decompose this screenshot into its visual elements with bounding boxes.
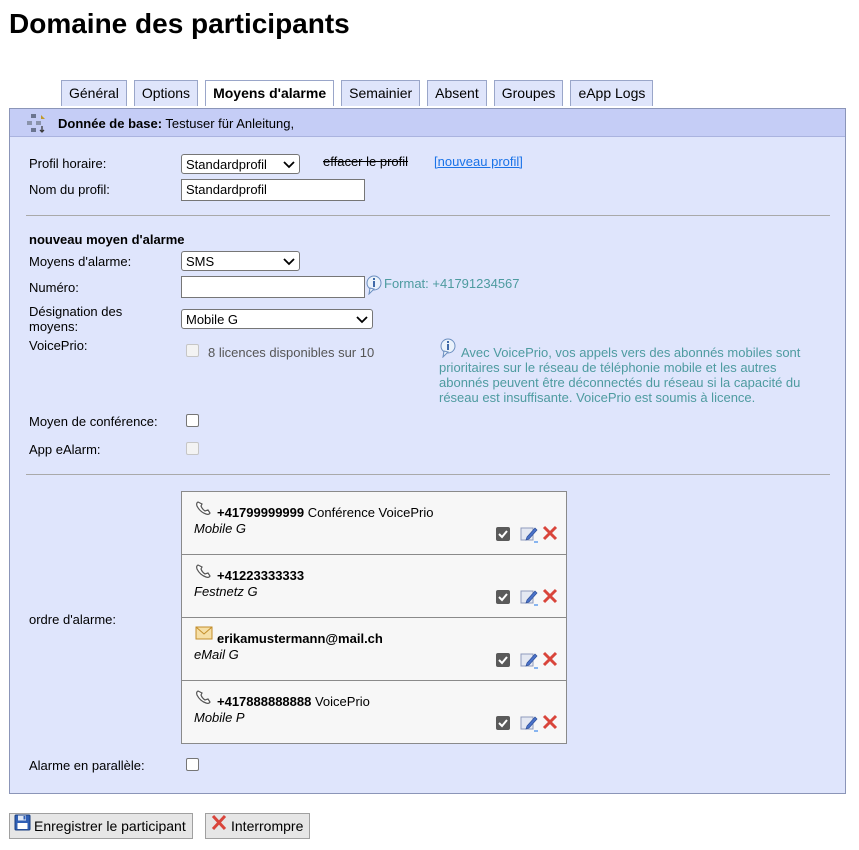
chevron-down-icon [283, 155, 295, 181]
active-checkbox[interactable] [496, 527, 510, 541]
edit-icon[interactable] [519, 651, 539, 672]
number-format-hint: Format: +41791234567 [384, 276, 520, 291]
list-item [181, 554, 567, 618]
page-title: Domaine des participants [9, 8, 350, 39]
delete-icon[interactable] [542, 588, 558, 607]
delete-icon[interactable] [542, 714, 558, 733]
new-alarm-section-title: nouveau moyen d'alarme [29, 232, 185, 247]
alarm-means-value: SMS [186, 254, 215, 269]
schedule-profile-select[interactable] [181, 154, 300, 174]
active-checkbox[interactable] [496, 716, 510, 730]
licences-text: 8 licences disponibles sur 10 [208, 345, 375, 360]
tab-absent[interactable]: Absent [427, 80, 487, 106]
parallel-alarm-label: Alarme en parallèle: [29, 758, 145, 773]
sort-tree-icon [24, 113, 46, 136]
parallel-alarm-checkbox[interactable] [186, 758, 199, 771]
designation-value: Mobile G [186, 312, 239, 327]
alarm-entry-extra: VoicePrio [311, 694, 370, 709]
voiceprio-checkbox[interactable] [186, 344, 199, 357]
designation-select[interactable] [181, 309, 373, 329]
alarm-entry-address: +417888888888 [217, 694, 312, 709]
base-data-label: Donnée de base: [58, 116, 163, 131]
phone-icon [195, 563, 213, 582]
schedule-profile-value: Standardprofil [186, 157, 267, 172]
tab-groups[interactable]: Groupes [494, 80, 564, 106]
floppy-disk-icon [14, 814, 31, 838]
app-ealarm-checkbox[interactable] [186, 442, 199, 455]
alarm-order-list [181, 491, 567, 744]
info-icon [366, 275, 384, 298]
base-data-text [58, 116, 294, 131]
number-field[interactable] [181, 276, 365, 298]
voiceprio-info-text: Avec VoicePrio, vos appels vers des abonnés mobiles sont prioritaires sur le réseau de téléphonie mobile et les autres abonnés peuvent être déconnectés du réseau si la capacité du réseau est insuffisante. VoicePrio est soumis à licence. [439, 345, 801, 405]
tab-eapp-logs[interactable]: eApp Logs [570, 80, 653, 106]
voiceprio-label: VoicePrio: [29, 338, 88, 353]
schedule-profile-label: Profil horaire: [29, 156, 107, 171]
tab-bar [61, 80, 653, 106]
active-checkbox[interactable] [496, 590, 510, 604]
number-label: Numéro: [29, 280, 79, 295]
phone-icon [195, 689, 213, 708]
designation-label: Désignation des moyens: [29, 304, 123, 334]
tab-weekly-planner[interactable]: Semainier [341, 80, 420, 106]
edit-icon[interactable] [519, 588, 539, 609]
base-data-header [10, 109, 845, 137]
alarm-entry-designation: Festnetz G [194, 584, 258, 599]
delete-icon[interactable] [542, 525, 558, 544]
divider [26, 215, 830, 216]
alarm-means-label: Moyens d'alarme: [29, 254, 132, 269]
divider [26, 474, 830, 475]
tab-alarm-means[interactable]: Moyens d'alarme [205, 80, 334, 106]
alarm-means-select[interactable] [181, 251, 300, 271]
alarm-entry-title [217, 568, 304, 583]
tab-general[interactable]: Général [61, 80, 127, 106]
close-icon [210, 814, 228, 838]
cancel-label: Interrompre [231, 818, 304, 834]
email-icon [195, 626, 213, 643]
list-item [181, 617, 567, 681]
alarm-entry-title [217, 694, 370, 709]
chevron-down-icon [283, 252, 295, 278]
save-participant-button[interactable] [9, 813, 193, 839]
active-checkbox[interactable] [496, 653, 510, 667]
cancel-button[interactable] [205, 813, 310, 839]
conference-label: Moyen de conférence: [29, 414, 158, 429]
list-item [181, 491, 567, 555]
edit-icon[interactable] [519, 525, 539, 546]
alarm-entry-address: erikamustermann@mail.ch [217, 631, 383, 646]
profile-name-value: Standardprofil [186, 182, 267, 197]
new-profile-link[interactable]: [nouveau profil] [434, 154, 523, 169]
app-ealarm-label: App eAlarm: [29, 442, 101, 457]
alarm-entry-address: +41799999999 [217, 505, 305, 520]
profile-name-field[interactable] [181, 179, 365, 201]
alarm-entry-title [217, 505, 433, 520]
delete-profile-link[interactable]: effacer le profil [323, 154, 409, 169]
conference-checkbox[interactable] [186, 414, 199, 427]
alarm-entry-extra: Conférence VoicePrio [304, 505, 434, 520]
edit-icon[interactable] [519, 714, 539, 735]
alarm-entry-title [217, 631, 383, 646]
alarm-order-label: ordre d'alarme: [29, 612, 117, 627]
base-data-value: Testuser für Anleitung, [165, 116, 295, 131]
alarm-entry-designation: eMail G [194, 647, 239, 662]
chevron-down-icon [356, 310, 368, 336]
list-item [181, 680, 567, 744]
alarm-entry-designation: Mobile P [194, 710, 245, 725]
alarm-means-panel [9, 108, 846, 794]
delete-icon[interactable] [542, 651, 558, 670]
alarm-entry-address: +41223333333 [217, 568, 305, 583]
tab-options[interactable]: Options [134, 80, 198, 106]
save-participant-label: Enregistrer le participant [34, 818, 186, 834]
alarm-entry-designation: Mobile G [194, 521, 247, 536]
profile-name-label: Nom du profil: [29, 182, 110, 197]
phone-icon [195, 500, 213, 519]
